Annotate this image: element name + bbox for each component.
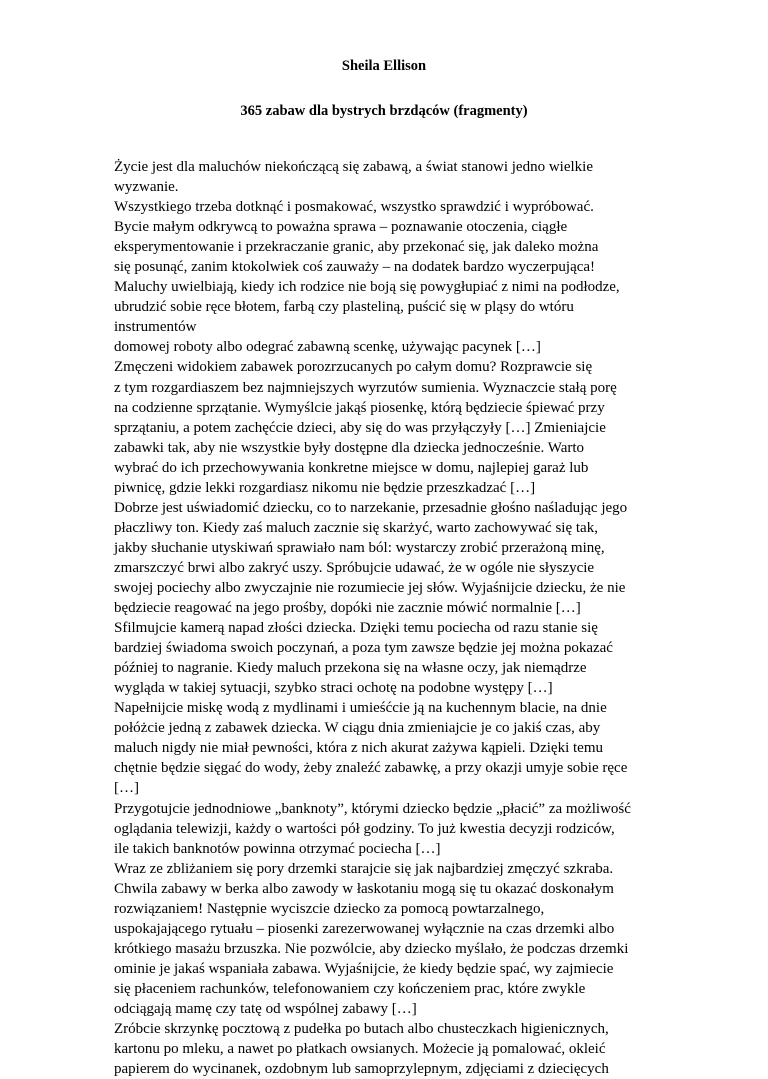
body-line: oglądania telewizji, każdy o wartości pół godziny. To już kwestia decyzji rodziców, [114,820,615,837]
body-line: się posunąć, zanim ktokolwiek coś zauważy – na dodatek bardzo wyczerpująca! [114,259,596,276]
body-line: […] [114,780,139,797]
body-line: później to nagranie. Kiedy maluch przekona się na własne oczy, jak niemądrze [114,660,587,677]
body-line: Chwila zabawy w berka albo zawody w łaskotaniu mogą się tu okazać doskonałym [114,880,614,897]
body-line: swojej pociechy albo zwyczajnie nie rozumiecie jej słów. Wyjaśnijcie dziecku, że nie [114,579,626,596]
body-line: będziecie reagować na jego prośby, dopóki nie zacznie mówić normalnie […] [114,600,581,617]
body-line: Bycie małym odkrywcą to poważna sprawa – poznawanie otoczenia, ciągłe [114,219,568,236]
body-line: wyzwanie. [114,179,179,196]
body-line: połóżcie jedną z zabawek dziecka. W ciągu dnia zmieniajcie je co jakiś czas, aby [114,720,601,737]
body-line: jakby słuchanie utyskiwań sprawiało nam ból: wystarczy zrobić przerażoną minę, [114,539,605,556]
body-line: zmarszczyć brwi albo zakryć uszy. Spróbujcie udawać, że w ogóle nie słyszycie [114,559,595,576]
body-line: uspokajającego rytuału – piosenki zarezerwowanej wyłącznie na czas drzemki albo [114,920,615,937]
body-line: kartonu po mleku, a nawet po płatkach owsianych. Możecie ją pomalować, okleić [114,1041,606,1058]
document-body [114,157,674,1079]
body-line: eksperymentowanie i przekraczanie granic, aby przekonać się, jak daleko można [114,239,599,256]
body-line: maluch nigdy nie miał pewności, która z nich akurat zażywa kąpieli. Dzięki temu [114,740,603,757]
document-title: 365 zabaw dla bystrych brzdąców (fragmenty) [240,103,528,119]
body-line: Zróbcie skrzynkę pocztową z pudełka po butach albo chusteczkach higienicznych, [114,1021,609,1038]
body-line: ominie je jakaś wspaniała zabawa. Wyjaśnijcie, że kiedy będzie spać, wy zajmiecie [114,960,614,977]
body-line: Dobrze jest uświadomić dziecku, co to narzekanie, przesadnie głośno naśladując jego [114,499,628,516]
body-line: rozwiązaniem! Następnie wyciszcie dziecko za pomocą powtarzalnego, [114,900,545,917]
body-line: Wszystkiego trzeba dotknąć i posmakować, wszystko sprawdzić i wypróbować. [114,199,594,216]
body-line: bardziej świadoma swoich poczynań, a poza tym zawsze będzie jej można pokazać [114,640,613,657]
body-line: Wraz ze zbliżaniem się pory drzemki starajcie się jak najbardziej zmęczyć szkraba. [114,860,614,877]
body-line: Sfilmujcie kamerą napad złości dziecka. Dzięki temu pociecha od razu stanie się [114,620,598,637]
body-line: wygląda w takiej sytuacji, szybko straci ochotę na podobne występy […] [114,680,553,697]
document-author: Sheila Ellison [341,58,427,74]
body-line: sprzątaniu, a potem zachęćcie dzieci, aby się do was przyłączyły […] Zmieniajcie [114,419,606,436]
body-line: odciągają mamę czy tatę od wspólnej zabawy […] [114,1000,417,1017]
body-line: wybrać do ich przechowywania konkretne miejsce w domu, najlepiej garaż lub [114,459,589,476]
body-line: zabawki tak, aby nie wszystkie były dostępne dla dziecka jednocześnie. Warto [114,439,585,456]
body-line: z tym rozgardiaszem bez najmniejszych wyrzutów sumienia. Wyznaczcie stałą porę [114,379,617,396]
body-line: Napełnijcie miskę wodą z mydlinami i umieśćcie ją na kuchennym blacie, na dnie [114,700,607,717]
body-line: Zmęczeni widokiem zabawek porozrzucanych po całym domu? Rozprawcie się [114,359,593,376]
body-line: ubrudzić sobie ręce błotem, farbą czy plasteliną, puścić się w pląsy do wtóru [114,299,574,316]
body-line: papierem do wycinanek, ozdobnym lub samoprzylepnym, zdjęciami z dziecięcych [114,1061,609,1078]
body-line: domowej roboty albo odegrać zabawną scenkę, używając pacynek […] [114,339,541,356]
body-line: płaczliwy ton. Kiedy zaś maluch zacznie się skarżyć, warto zachowywać się tak, [114,519,598,536]
body-line: się płaceniem rachunków, telefonowaniem czy kończeniem prac, które zwykle [114,980,586,997]
body-line: Życie jest dla maluchów niekończącą się zabawą, a świat stanowi jedno wielkie [114,159,593,175]
body-line: ile takich banknotów powinna otrzymać pociecha […] [114,840,441,857]
body-line: Maluchy uwielbiają, kiedy ich rodzice nie boją się powygłupiać z nimi na podłodze, [114,279,620,296]
body-line: na codzienne sprzątanie. Wymyślcie jakąś piosenkę, którą będziecie śpiewać przy [114,399,605,416]
body-line: instrumentów [114,319,197,336]
body-line: krótkiego masażu brzuszka. Nie pozwólcie, aby dziecko myślało, że podczas drzemki [114,940,629,957]
body-line: Przygotujcie jednodniowe „banknoty”, którymi dziecko będzie „płacić” za możliwość [114,800,631,817]
body-line: chętnie będzie sięgać do wody, żeby znaleźć zabawkę, a przy okazji umyje sobie ręce [114,760,628,777]
body-line: piwnicę, gdzie lekki rozgardiasz nikomu nie będzie przeszkadzać […] [114,479,536,496]
